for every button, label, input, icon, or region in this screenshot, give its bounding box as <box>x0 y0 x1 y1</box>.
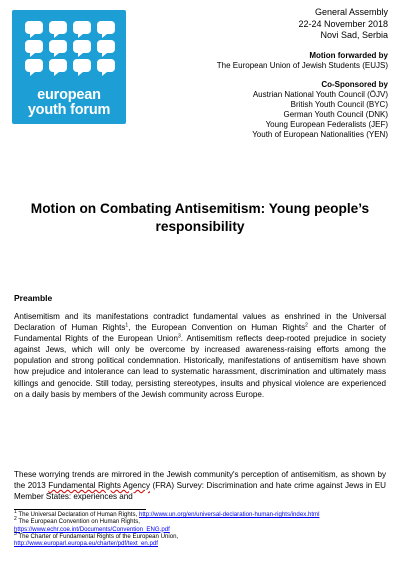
spellcheck-flagged-text: Fundamental Rights Agency <box>48 481 151 491</box>
motion-title <box>14 200 386 236</box>
text-run: . Antisemitism reflects deep-rooted prejudice in society against Jews, which will only be overcome by increased awareness-raising efforts among the population and strong political condemnation. Historically, manifestations of antisemitism have shown how prejudice and intolerance can lead to systematic harassment, discrimination and ultimately mass killings and genocide. Still today, persisting stereotypes, insults and physical violence are experienced on a daily basis by members of the Jewish community across Europe. <box>14 334 386 399</box>
footnote-2 <box>14 518 386 533</box>
motion-title-line1: Motion on Combating Antisemitism: Young people’s <box>30 201 370 216</box>
text-run: These worrying trends are mirrored in the Jewish community's perception of antisemitism, as shown by the 2013 <box>14 470 386 491</box>
cosponsor-item: German Youth Council (DNK) <box>283 109 388 119</box>
footnote-ref[interactable]: 3 <box>178 333 181 340</box>
logo-text-line1: european <box>37 87 101 103</box>
text-run: (FRA) Survey: Discrimination and hate crime against Jews in EU Member States: experiences and <box>14 481 386 502</box>
document-header <box>217 7 388 140</box>
footnote-ref[interactable]: 1 <box>125 322 129 329</box>
meeting-dates: 22-24 November 2018 <box>298 18 388 29</box>
footnote-text: The Charter of Fundamental Rights of the European Union, <box>16 532 179 540</box>
footnote-ref[interactable]: 2 <box>305 322 308 329</box>
footnote-separator <box>14 509 146 510</box>
footnote-link[interactable]: http://www.un.org/en/universal-declaration-human-rights/index.html <box>138 511 320 518</box>
footnote-link[interactable]: http://www.europarl.europa.eu/charter/pdf/text_en.pdf <box>14 540 158 548</box>
preamble-paragraph-1 <box>14 311 386 400</box>
meeting-name: General Assembly <box>314 7 388 17</box>
footnote-3 <box>14 530 386 548</box>
text-run: , the European Convention on Human Rights <box>128 323 306 333</box>
cosponsor-item: British Youth Council (BYC) <box>290 99 388 109</box>
cosponsor-item: Austrian National Youth Council (ÖJV) <box>252 89 388 99</box>
text-run: and the Charter of Fundamental Rights of the European Union <box>14 323 386 344</box>
cosponsor-item: Young European Federalists (JEF) <box>265 119 388 129</box>
meeting-place: Novi Sad, Serbia <box>320 30 388 40</box>
forwarded-by: The European Union of Jewish Students (EUJS) <box>216 60 388 70</box>
footnote-link[interactable]: https://www.echr.coe.int/Documents/Convention_ENG.pdf <box>14 525 170 533</box>
cosponsor-item: Youth of European Nationalities (YEN) <box>252 129 388 139</box>
preamble-heading: Preamble <box>14 293 53 303</box>
preamble-paragraph-2 <box>14 469 386 502</box>
forwarded-heading: Motion forwarded by <box>309 50 388 60</box>
european-youth-forum-logo <box>12 10 126 124</box>
footnote-text: The European Convention on Human Rights, <box>16 518 140 526</box>
text-run: Antisemitism and its manifestations contradict fundamental values as enshrined in the Universal Declaration of Human Rights <box>14 312 386 333</box>
footnote-number: 2 <box>14 516 17 523</box>
motion-title-line2: responsibility <box>155 219 245 234</box>
cosponsors-heading: Co-Sponsored by <box>321 79 388 89</box>
logo-text-line2: youth forum <box>27 102 111 118</box>
footnote-number: 1 <box>14 508 17 515</box>
footnote-text: The Universal Declaration of Human Rights, <box>16 511 139 518</box>
footnote-number: 3 <box>14 530 17 537</box>
footnotes <box>14 508 386 548</box>
